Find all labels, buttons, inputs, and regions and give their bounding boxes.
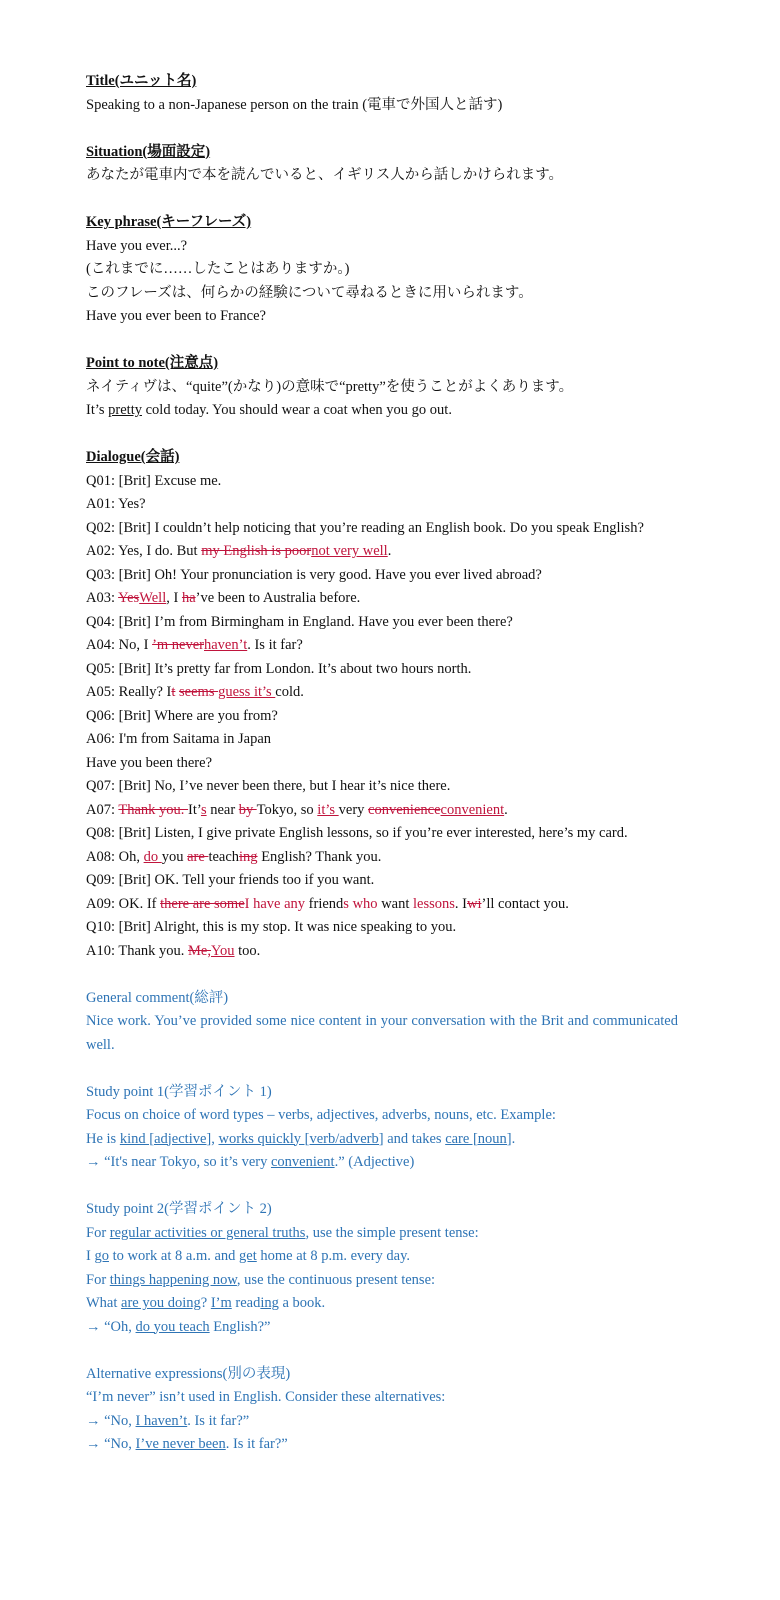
study-point-2-example: What are you doing? I’m reading a book. [86, 1295, 326, 1311]
dialogue-line-a08: A08: Oh, do you are teaching English? Thank you. [86, 848, 382, 865]
dialogue-line-q06: Q06: [Brit] Where are you from? [86, 707, 278, 724]
study-point-2-line: For things happening now, use the continuous present tense: [86, 1271, 436, 1288]
alternatives-option: → “No, I haven’t. Is it far?” [86, 1412, 250, 1429]
point-line-1: ネイティヴは、“quite”(かなり)の意味で“pretty”を使うことがよくあります。 [86, 378, 574, 395]
study-point-2-example: I go to work at 8 a.m. and get home at 8 p.m. every day. [86, 1248, 411, 1264]
study-point-1-answer: → “It's near Tokyo, so it’s very convenient.” (Adjective) [86, 1154, 415, 1170]
alternatives-heading: Alternative expressions(別の表現) [86, 1365, 291, 1382]
situation-heading: Situation(場面設定) [86, 143, 211, 160]
study-point-1-line: Focus on choice of word types – verbs, adjectives, adverbs, nouns, etc. Example: [86, 1107, 556, 1123]
title-text: Speaking to a non-Japanese person on the train (電車で外国人と話す) [86, 96, 503, 113]
study-point-2-line: For regular activities or general truths, use the simple present tense: [86, 1224, 479, 1241]
study-point-1-heading: Study point 1(学習ポイント 1) [86, 1083, 272, 1100]
study-point-1-example: He is kind [adjective], works quickly [verb/adverb] and takes care [noun]. [86, 1130, 516, 1147]
dialogue-line-q02: Q02: [Brit] I couldn’t help noticing that you’re reading an English book. Do you speak English? [86, 519, 644, 536]
general-comment-text: Nice work. You’ve provided some nice content in your conversation with the Brit and communicated well. [86, 1013, 678, 1053]
dialogue-line-a09: A09: OK. If there are someI have any friends who want lessons. Iwi’ll contact you. [86, 895, 569, 912]
dialogue-line-q05: Q05: [Brit] It’s pretty far from London. It’s about two hours north. [86, 660, 472, 677]
dialogue-line-q01: Q01: [Brit] Excuse me. [86, 472, 222, 489]
general-comment-heading: General comment(総評) [86, 989, 229, 1006]
document [86, 70, 678, 1457]
dialogue-line-q07: Q07: [Brit] No, I’ve never been there, but I hear it’s nice there. [86, 778, 451, 794]
study-point-2-answer: → “Oh, do you teach English?” [86, 1318, 271, 1335]
title-heading: Title(ユニット名) [86, 73, 197, 89]
dialogue-line-a03: A03: YesWell, I ha’ve been to Australia before. [86, 590, 361, 606]
dialogue-line-a10: A10: Thank you. Me,You too. [86, 942, 261, 959]
dialogue-line-a06: A06: I'm from Saitama in Japan [86, 731, 272, 747]
dialogue-line-q09: Q09: [Brit] OK. Tell your friends too if you want. [86, 872, 375, 888]
point-heading: Point to note(注意点) [86, 355, 219, 371]
study-point-2-heading: Study point 2(学習ポイント 2) [86, 1201, 272, 1217]
dialogue-line-a01: A01: Yes? [86, 496, 146, 512]
key-phrase-line: Have you ever...? [86, 237, 188, 254]
dialogue-line-a04: A04: No, I ’m neverhaven’t. Is it far? [86, 637, 303, 653]
situation-text: あなたが電車内で本を読んでいると、イギリス人から話しかけられます。 [86, 167, 564, 183]
dialogue-line-q08: Q08: [Brit] Listen, I give private English lessons, so if you’re ever interested, here’s my card. [86, 825, 628, 841]
key-phrase-line: Have you ever been to France? [86, 308, 266, 324]
dialogue-line-a05: A05: Really? It seems guess it’s cold. [86, 684, 304, 700]
dialogue-heading: Dialogue(会話) [86, 449, 180, 465]
alternatives-option: → “No, I’ve never been. Is it far?” [86, 1436, 288, 1452]
dialogue-line-a02: A02: Yes, I do. But my English is poornot very well. [86, 543, 392, 559]
dialogue-line-q10: Q10: [Brit] Alright, this is my stop. It was nice speaking to you. [86, 919, 457, 935]
key-phrase-heading: Key phrase(キーフレーズ) [86, 214, 252, 230]
key-phrase-line: このフレーズは、何らかの経験について尋ねるときに用いられます。 [86, 284, 533, 301]
dialogue-line-a06-cont: Have you been there? [86, 754, 213, 771]
point-line-2: It’s pretty cold today. You should wear a coat when you go out. [86, 402, 452, 418]
dialogue-line-a07: A07: Thank you. It’s near by Tokyo, so it’s very convenienceconvenient. [86, 801, 508, 818]
dialogue-line-q04: Q04: [Brit] I’m from Birmingham in England. Have you ever been there? [86, 613, 513, 630]
alternatives-line: “I’m never” isn’t used in English. Consider these alternatives: [86, 1389, 446, 1405]
key-phrase-line: (これまでに……したことはありますか。) [86, 261, 350, 277]
dialogue-line-q03: Q03: [Brit] Oh! Your pronunciation is very good. Have you ever lived abroad? [86, 566, 542, 583]
